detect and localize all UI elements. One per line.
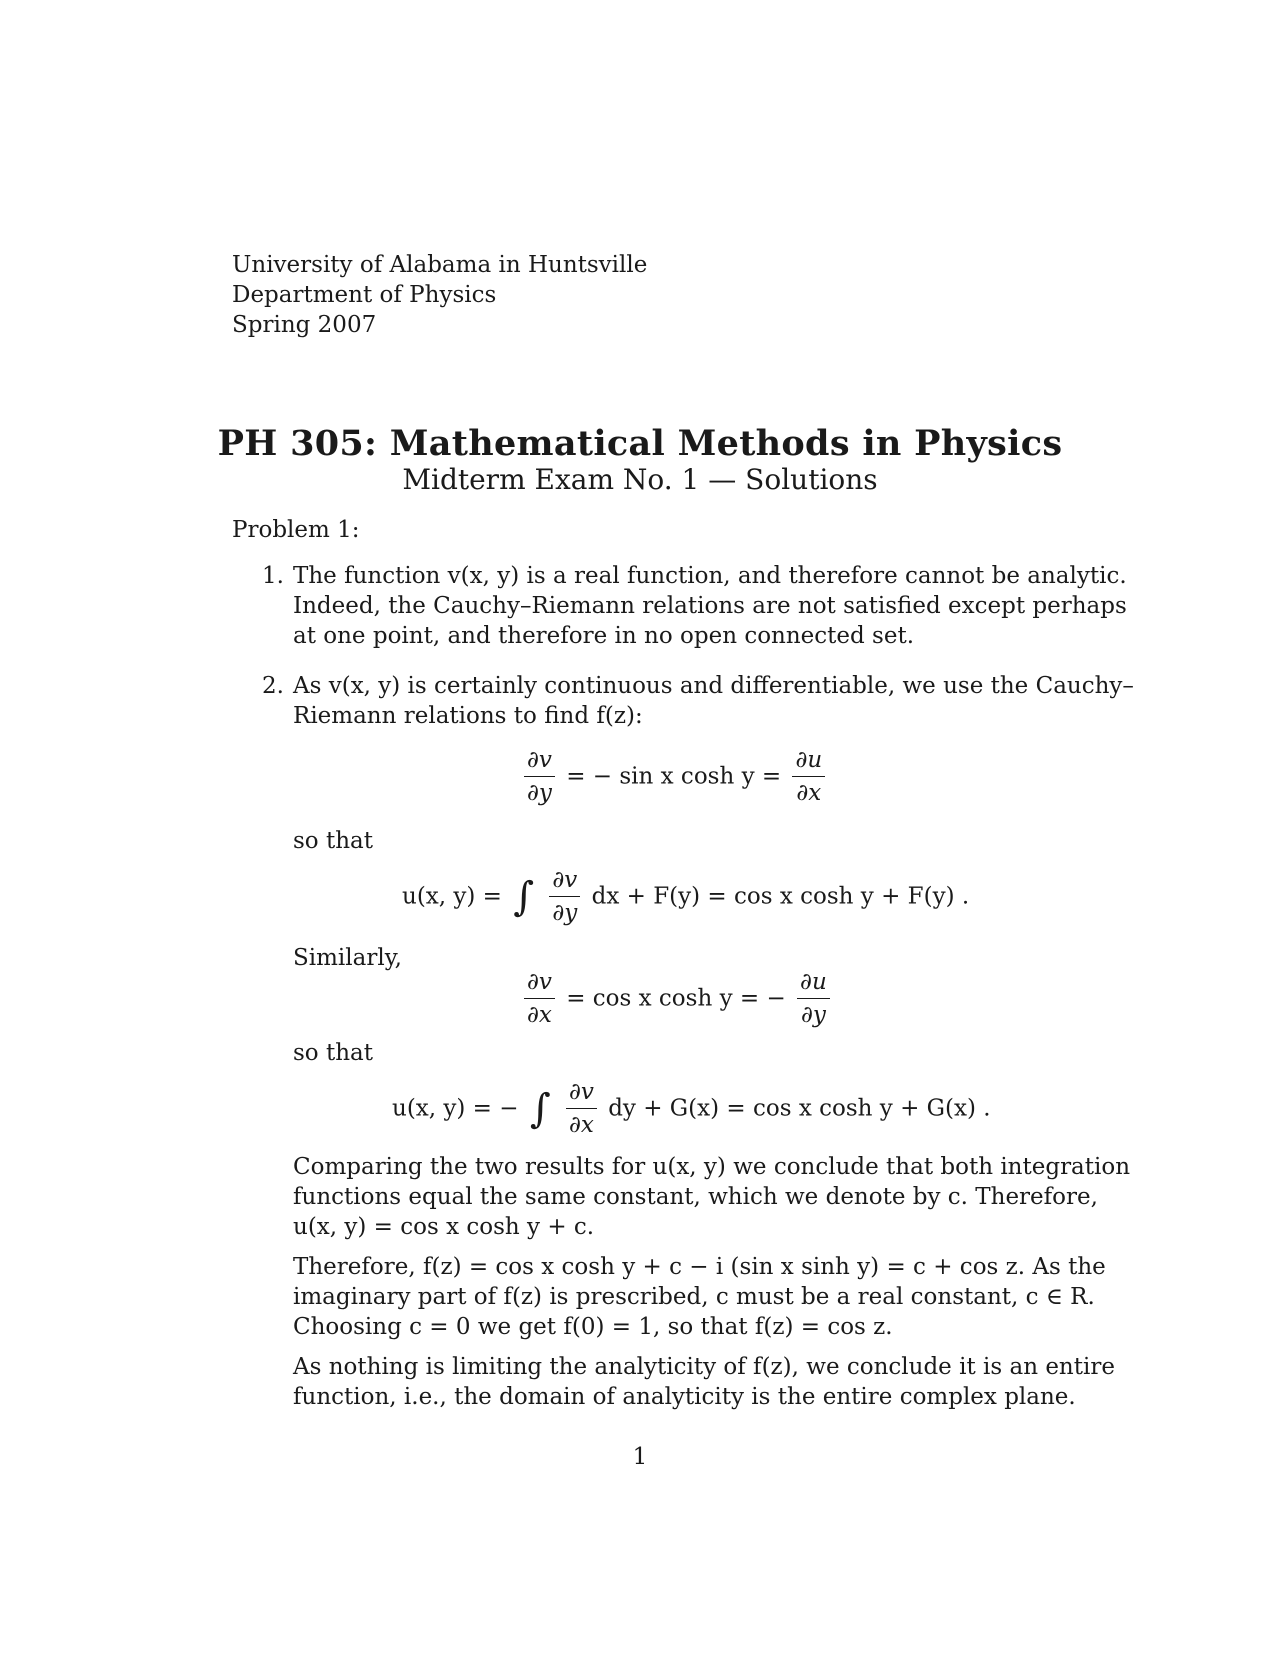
department-name: Department of Physics	[232, 282, 497, 308]
conclusion-line-2: function, i.e., the domain of analyticity is the entire complex plane.	[293, 1384, 1076, 1410]
frac-numerator: ∂u	[792, 744, 825, 777]
therefore-line-3: Choosing c = 0 we get f(0) = 1, so that f(z) = cos z.	[293, 1314, 893, 1340]
frac-denominator: ∂x	[527, 1002, 552, 1028]
item-2-line-1: As v(x, y) is certainly continuous and differentiable, we use the Cauchy–	[293, 673, 1134, 699]
therefore-line-1: Therefore, f(z) = cos x cosh y + c − i (sin x sinh y) = c + cos z. As the	[293, 1254, 1106, 1280]
frac-denominator: ∂y	[800, 1002, 826, 1028]
frac-dv-dy	[524, 744, 555, 809]
frac-numerator: ∂v	[566, 1076, 597, 1109]
item-2-line-2: Riemann relations to find f(z):	[293, 703, 643, 729]
item-1-line-3: at one point, and therefore in no open connected set.	[293, 623, 915, 649]
frac-denominator: ∂y	[552, 900, 578, 926]
frac-dv-dx	[524, 966, 555, 1031]
frac-numerator: ∂v	[549, 864, 580, 897]
equation-4-rhs: dy + G(x) = cos x cosh y + G(x) .	[608, 1095, 991, 1122]
page-number: 1	[632, 1444, 648, 1470]
equation-3-middle: = cos x cosh y = −	[566, 985, 786, 1012]
equation-2-rhs: dx + F(y) = cos x cosh y + F(y) .	[591, 883, 970, 910]
frac-du-dy	[797, 966, 830, 1031]
compare-line-1: Comparing the two results for u(x, y) we conclude that both integration	[293, 1154, 1131, 1180]
frac-denominator: ∂y	[527, 780, 552, 806]
similarly: Similarly,	[293, 945, 402, 971]
frac-numerator: ∂v	[524, 744, 555, 777]
equation-4-lhs: u(x, y) = −	[392, 1095, 519, 1122]
frac-numerator: ∂u	[797, 966, 830, 999]
item-2-number: 2.	[262, 673, 284, 699]
item-1-number: 1.	[262, 563, 284, 589]
frac-dv-dy	[549, 864, 580, 929]
problem-label: Problem 1:	[232, 517, 360, 543]
equation-1-middle: = − sin x cosh y =	[566, 763, 782, 790]
compare-line-3: u(x, y) = cos x cosh y + c.	[293, 1214, 595, 1240]
item-1-line-1: The function v(x, y) is a real function, and therefore cannot be analytic.	[293, 563, 1127, 589]
conclusion-line-1: As nothing is limiting the analyticity of f(z), we conclude it is an entire	[293, 1354, 1115, 1380]
equation-2	[402, 864, 969, 929]
frac-numerator: ∂v	[524, 966, 555, 999]
frac-dv-dx	[566, 1076, 597, 1141]
title-block	[0, 424, 1280, 496]
equation-4	[392, 1076, 991, 1141]
equation-1	[520, 744, 829, 809]
therefore-line-2: imaginary part of f(z) is prescribed, c must be a real constant, c ∈ R.	[293, 1284, 1095, 1310]
exam-subtitle: Midterm Exam No. 1 — Solutions	[402, 463, 878, 496]
compare-line-2: functions equal the same constant, which we denote by c. Therefore,	[293, 1184, 1098, 1210]
equation-2-lhs: u(x, y) =	[402, 883, 502, 910]
university-name: University of Alabama in Huntsville	[232, 252, 648, 278]
frac-du-dx	[792, 744, 825, 809]
frac-denominator: ∂x	[568, 1112, 594, 1138]
integral-sign: ∫	[513, 873, 535, 920]
term: Spring 2007	[232, 312, 377, 338]
frac-denominator: ∂x	[796, 780, 822, 806]
so-that-1: so that	[293, 828, 373, 854]
item-1-line-2: Indeed, the Cauchy–Riemann relations are not satisfied except perhaps	[293, 593, 1127, 619]
equation-3	[520, 966, 834, 1031]
so-that-2: so that	[293, 1040, 373, 1066]
integral-sign: ∫	[529, 1085, 551, 1132]
course-title: PH 305: Mathematical Methods in Physics	[217, 423, 1063, 464]
